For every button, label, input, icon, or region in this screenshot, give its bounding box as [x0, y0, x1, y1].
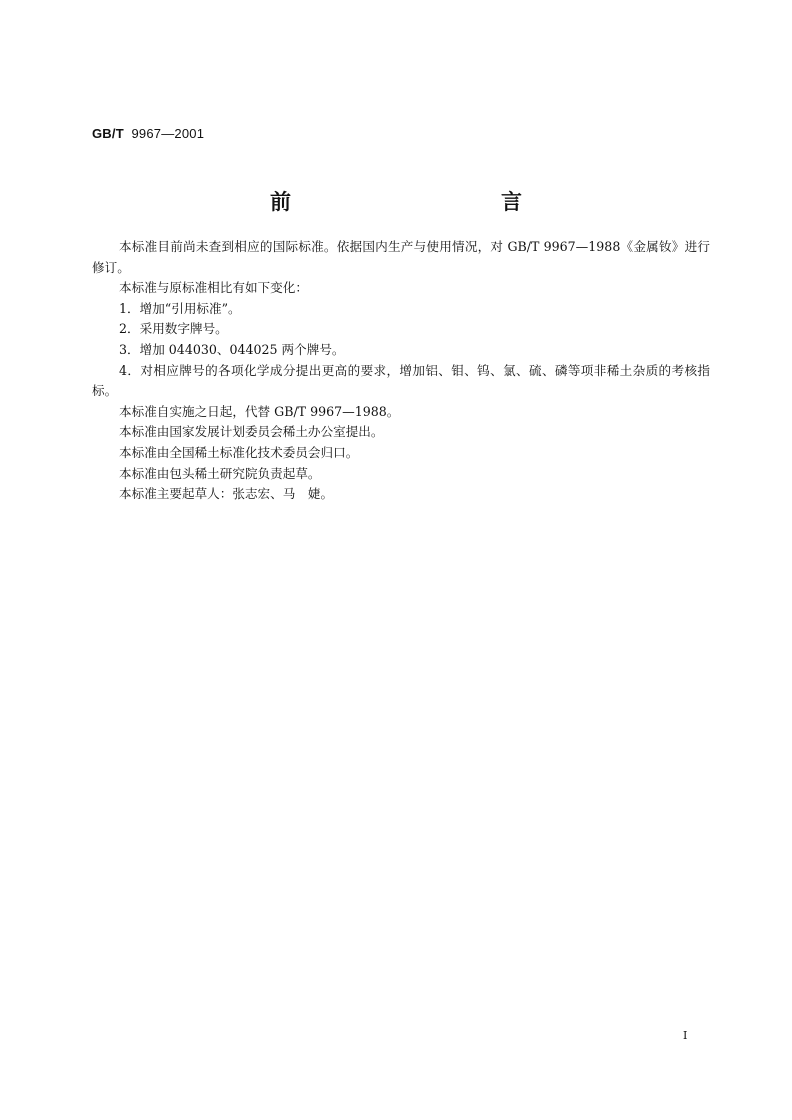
- page-title: 前 言: [270, 189, 578, 214]
- paragraph-drafters: 本标准主要起草人：张志宏、马 婕。: [119, 486, 334, 502]
- standard-code-number: 9967—2001: [131, 126, 205, 141]
- foreword-body: [92, 237, 710, 505]
- standard-code-header: [92, 126, 204, 141]
- paragraph-proposed-by: 本标准由国家发展计划委员会稀土办公室提出。: [119, 424, 384, 440]
- paragraph-drafted-by: 本标准由包头稀土研究院负责起草。: [119, 465, 321, 481]
- paragraph-intro: 本标准目前尚未查到相应的国际标准。依据国内生产与使用情况，对 GB/T 9967—1988《金属钕》进行修订。: [92, 239, 710, 275]
- list-item-change-4: 4．对相应牌号的各项化学成分提出更高的要求，增加铝、钼、钨、氯、硫、磷等项非稀土杂质的考核指标。: [92, 362, 710, 399]
- paragraph-centralized-by: 本标准由全国稀土标准化技术委员会归口。: [119, 444, 359, 460]
- list-item-change-2: 2．采用数字牌号。: [119, 321, 228, 337]
- list-item-change-3: 3．增加 044030、044025 两个牌号。: [119, 341, 345, 357]
- page-number: I: [683, 1029, 688, 1042]
- list-item-change-1: 1．增加“引用标准”。: [119, 300, 241, 316]
- paragraph-changes-heading: 本标准与原标准相比有如下变化：: [119, 280, 308, 296]
- standard-code-prefix: GB/T: [92, 126, 124, 141]
- paragraph-replaces: 本标准自实施之日起，代替 GB/T 9967—1988。: [119, 403, 400, 419]
